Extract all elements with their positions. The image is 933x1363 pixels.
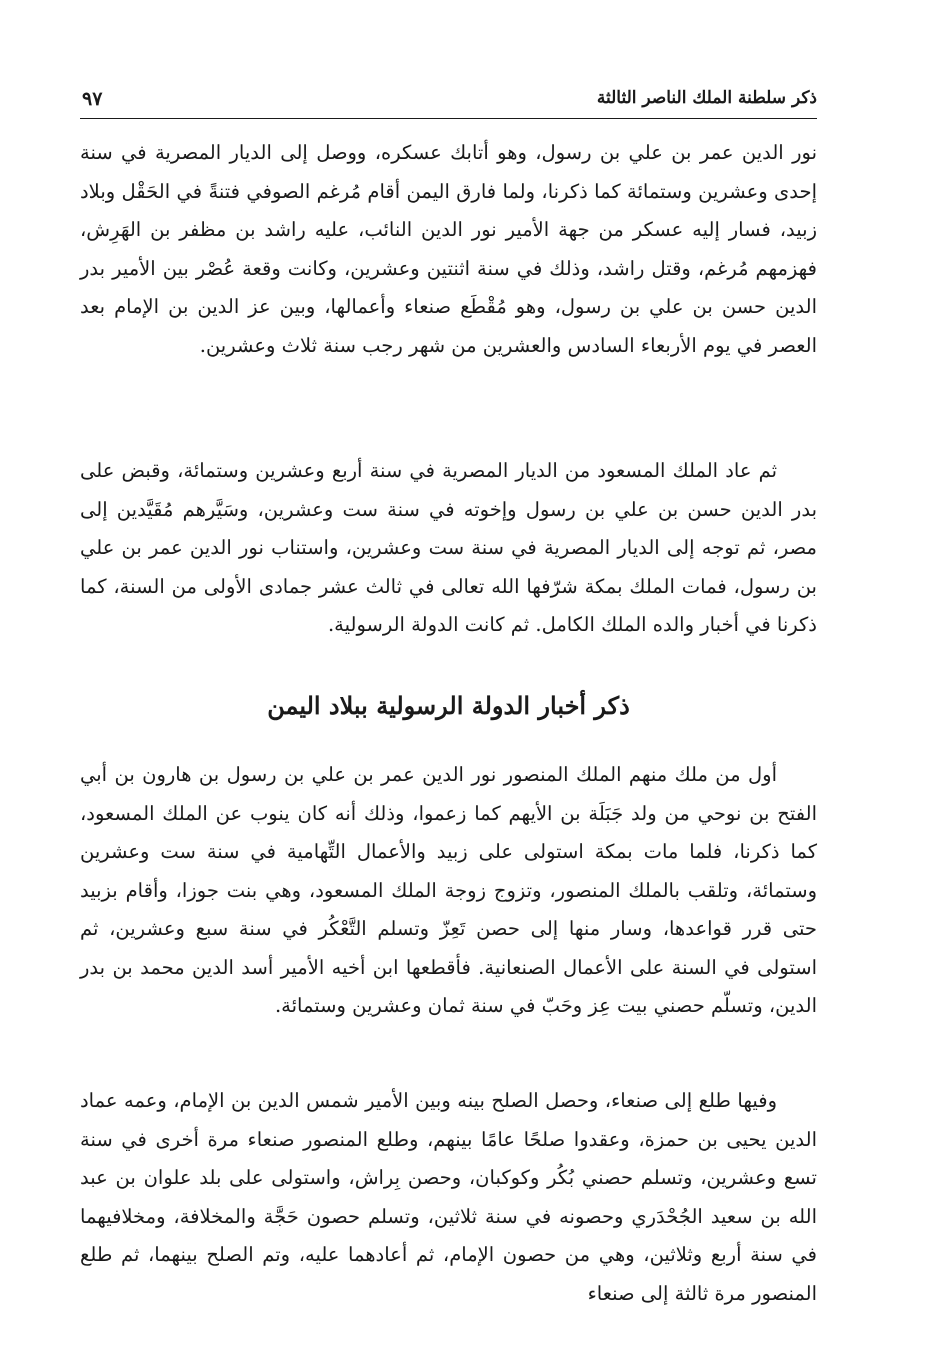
paragraph-3: أول من ملك منهم الملك المنصور نور الدين عمر بن علي بن رسول بن هارون بن أبي الفتح بن نوحي من ولد جَبَلَة بن الأيهم كما زعموا، وذلك أنه كان ينوب عن الملك المسعود، كما ذكرنا، فلما مات بمكة استولى على زبيد والأعمال التِّهامية في سنة ست وعشرين وستمائة، وتلقب بالملك المنصور، وتزوج زوجة الملك المسعود، وهي بنت جوزا، وأقام بزبيد حتى قرر قواعدها، وسار منها إلى حصن تَعِزّ وتسلم التَّعْكُر في سنة سبع وعشرين، ثم استولى في السنة على الأعمال الصنعانية. فأقطعها ابن أخيه الأمير أسد الدين محمد بن بدر الدين، وتسلّم حصني بيت عِز وحَبّ في سنة ثمان وعشرين وستمائة. [80, 763, 817, 1017]
running-title: ذكر سلطنة الملك الناصر الثالثة [596, 88, 817, 108]
paragraph-4: وفيها طلع إلى صنعاء، وحصل الصلح بينه وبين الأمير شمس الدين بن الإمام، وعمه عماد الدين يحيى بن حمزة، وعقدوا صلحًا عامًا بينهم، وطلع المنصور صنعاء مرة أخرى في سنة تسع وعشرين، وتسلم حصني بُكُر وكوكبان، وحصن بِراش، واستولى على بلد علوان بن عبد الله بن سعيد الجُحْدَري وحصونه في سنة ثلاثين، وتسلم حصون حَجَّة والمخلافة، ومخلافيهما في سنة أربع وثلاثين، وهي من حصون الإمام، ثم أعادهما عليه، وتم الصلح بينهما، ثم طلع المنصور مرة ثالثة إلى صنعاء [80, 1089, 817, 1305]
section-heading: ذكر أخبار الدولة الرسولية ببلاد اليمن [267, 691, 630, 720]
paragraph-2: ثم عاد الملك المسعود من الديار المصرية في سنة أربع وعشرين وستمائة، وقبض على بدر الدين حسن بن علي بن رسول وإخوته في سنة ست وعشرين، وسَيَّرهم مُقَيَّدين إلى مصر، ثم توجه إلى الديار المصرية في سنة ست وعشرين، واستناب نور الدين عمر بن علي بن رسول، فمات الملك بمكة شرّفها الله تعالى في ثالث عشر جمادى الأولى من السنة، كما ذكرنا في أخبار والده الملك الكامل. ثم كانت الدولة الرسولية. [80, 459, 817, 636]
page-number: ٩٧ [82, 88, 103, 110]
paragraph-1: نور الدين عمر بن علي بن رسول، وهو أتابك عسكره، ووصل إلى الديار المصرية في سنة إحدى وعشرين وستمائة كما ذكرنا، ولما فارق اليمن أقام مُرغم الصوفي فتنةً في الحَقْل وبلاد زبيد، فسار إليه عسكر من جهة الأمير نور الدين النائب، عليه راشد بن مظفر بن الهَرِش، فهزمهم مُرغم، وقتل راشد، وذلك في سنة اثنتين وعشرين، وكانت وقعة عُصْر بين الأمير بدر الدين حسن بن علي بن رسول، وهو مُقْطَع صنعاء وأعمالها، وبين عز الدين بن الإمام بعد العصر في يوم الأربعاء السادس والعشرين من شهر رجب سنة ثلاث وعشرين. [80, 141, 817, 357]
running-header [80, 82, 817, 119]
